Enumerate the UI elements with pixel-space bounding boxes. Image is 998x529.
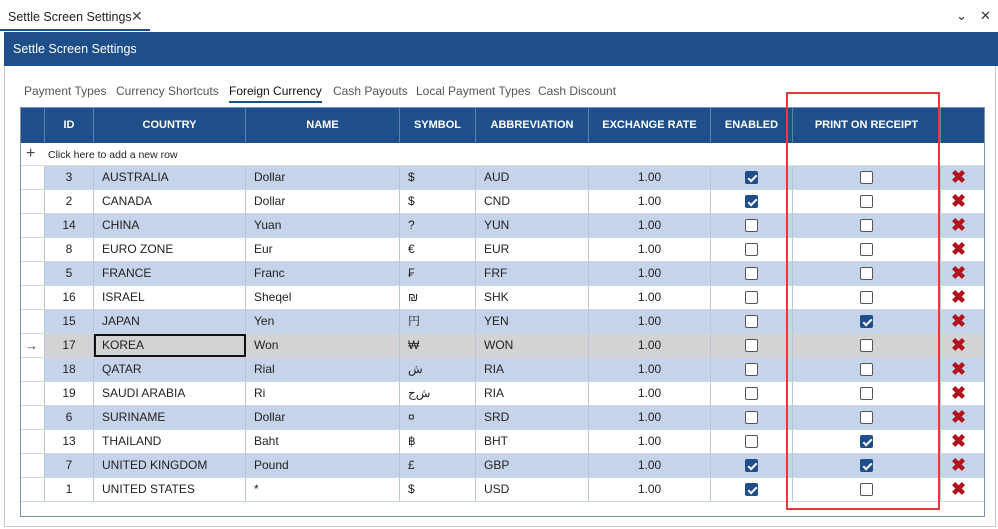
cell-print-on-receipt	[793, 382, 941, 405]
cell-name[interactable]: Yen	[246, 310, 400, 333]
enabled-checkbox[interactable]	[745, 483, 758, 496]
cell-enabled	[711, 454, 793, 477]
cell-exchange-rate[interactable]: 1.00	[589, 286, 711, 309]
cell-symbol[interactable]: ₩	[400, 334, 476, 357]
cell-name[interactable]: Eur	[246, 238, 400, 261]
cell-exchange-rate[interactable]: 1.00	[589, 334, 711, 357]
cell-print-on-receipt	[793, 430, 941, 453]
cell-symbol[interactable]: €	[400, 238, 476, 261]
cell-enabled	[711, 334, 793, 357]
table-row[interactable]	[21, 478, 985, 502]
print-on-receipt-checkbox[interactable]	[860, 243, 873, 256]
foreign-currency-grid	[20, 107, 985, 517]
cell-country[interactable]: SAUDI ARABIA	[94, 382, 246, 405]
cell-country[interactable]: ISRAEL	[94, 286, 246, 309]
cell-country[interactable]: UNITED STATES	[94, 478, 246, 501]
cell-print-on-receipt	[793, 358, 941, 381]
cell-print-on-receipt	[793, 406, 941, 429]
table-row[interactable]	[21, 262, 985, 286]
print-on-receipt-checkbox[interactable]	[860, 219, 873, 232]
cell-id[interactable]: 18	[45, 358, 94, 381]
cell-country[interactable]: CHINA	[94, 214, 246, 237]
cell-symbol[interactable]: $	[400, 190, 476, 213]
delete-row-icon[interactable]: ✖	[951, 167, 967, 187]
cell-country[interactable]: FRANCE	[94, 262, 246, 285]
row-selector[interactable]	[21, 214, 45, 237]
cell-country[interactable]: JAPAN	[94, 310, 246, 333]
cell-name[interactable]: Dollar	[246, 166, 400, 189]
delete-row-icon[interactable]: ✖	[951, 407, 967, 427]
cell-id[interactable]: 19	[45, 382, 94, 405]
cell-abbreviation[interactable]: EUR	[476, 238, 589, 261]
cell-id[interactable]: 8	[45, 238, 94, 261]
table-row[interactable]	[21, 430, 985, 454]
cell-exchange-rate[interactable]: 1.00	[589, 406, 711, 429]
cell-country[interactable]: KOREA	[94, 334, 246, 357]
cell-name[interactable]: Dollar	[246, 406, 400, 429]
enabled-checkbox[interactable]	[745, 459, 758, 472]
cell-enabled	[711, 262, 793, 285]
enabled-checkbox[interactable]	[745, 195, 758, 208]
cell-print-on-receipt	[793, 190, 941, 213]
document-tab-label: Settle Screen Settings	[8, 10, 132, 24]
cell-enabled	[711, 286, 793, 309]
cell-abbreviation[interactable]: AUD	[476, 166, 589, 189]
row-selector[interactable]	[21, 190, 45, 213]
cell-enabled	[711, 310, 793, 333]
delete-row-icon[interactable]: ✖	[951, 455, 967, 475]
cell-name[interactable]: Pound	[246, 454, 400, 477]
table-row[interactable]	[21, 190, 985, 214]
cell-name[interactable]: Rial	[246, 358, 400, 381]
cell-name[interactable]: Yuan	[246, 214, 400, 237]
cell-symbol[interactable]: ฿	[400, 430, 476, 453]
cell-enabled	[711, 430, 793, 453]
cell-symbol[interactable]: ₣	[400, 262, 476, 285]
enabled-checkbox[interactable]	[745, 411, 758, 424]
cell-id[interactable]: 17	[45, 334, 94, 357]
tab-cash-payouts[interactable]: Cash Payouts	[333, 84, 408, 98]
cell-exchange-rate[interactable]: 1.00	[589, 478, 711, 501]
cell-abbreviation[interactable]: SRD	[476, 406, 589, 429]
cell-enabled	[711, 382, 793, 405]
column-header-enabled[interactable]: ENABLED	[711, 108, 793, 143]
cell-id[interactable]: 16	[45, 286, 94, 309]
column-header-print-on-receipt[interactable]: PRINT ON RECEIPT	[793, 108, 941, 143]
table-row[interactable]	[21, 238, 985, 262]
column-header-exchange-rate[interactable]: EXCHANGE RATE	[589, 108, 711, 143]
add-row-label: Click here to add a new row	[48, 149, 178, 161]
cell-name[interactable]: Baht	[246, 430, 400, 453]
cell-name[interactable]: *	[246, 478, 400, 501]
cell-exchange-rate[interactable]: 1.00	[589, 358, 711, 381]
table-row[interactable]	[21, 334, 985, 358]
print-on-receipt-checkbox[interactable]	[860, 291, 873, 304]
column-header-id[interactable]: ID	[45, 108, 94, 143]
cell-abbreviation[interactable]: BHT	[476, 430, 589, 453]
enabled-checkbox[interactable]	[745, 435, 758, 448]
cell-country[interactable]: UNITED KINGDOM	[94, 454, 246, 477]
print-on-receipt-checkbox[interactable]	[860, 315, 873, 328]
print-on-receipt-checkbox[interactable]	[860, 411, 873, 424]
cell-id[interactable]: 6	[45, 406, 94, 429]
cell-enabled	[711, 478, 793, 501]
row-selector[interactable]	[21, 478, 45, 501]
tab-foreign-currency[interactable]: Foreign Currency	[229, 84, 322, 103]
cell-id[interactable]: 2	[45, 190, 94, 213]
table-row[interactable]	[21, 358, 985, 382]
cell-enabled	[711, 238, 793, 261]
delete-row-icon[interactable]: ✖	[951, 215, 967, 235]
cell-print-on-receipt	[793, 310, 941, 333]
print-on-receipt-checkbox[interactable]	[860, 483, 873, 496]
tab-payment-types[interactable]: Payment Types	[24, 84, 107, 98]
row-selector[interactable]	[21, 430, 45, 453]
cell-exchange-rate[interactable]: 1.00	[589, 190, 711, 213]
cell-country[interactable]: QATAR	[94, 358, 246, 381]
cell-country[interactable]: AUSTRALIA	[94, 166, 246, 189]
cell-country[interactable]: EURO ZONE	[94, 238, 246, 261]
cell-name[interactable]: Won	[246, 334, 400, 357]
print-on-receipt-checkbox[interactable]	[860, 459, 873, 472]
cell-symbol[interactable]: ₪	[400, 286, 476, 309]
cell-abbreviation[interactable]: GBP	[476, 454, 589, 477]
cell-id[interactable]: 13	[45, 430, 94, 453]
delete-row-icon[interactable]: ✖	[951, 383, 967, 403]
enabled-checkbox[interactable]	[745, 267, 758, 280]
row-selector[interactable]	[21, 166, 45, 189]
cell-id[interactable]: 5	[45, 262, 94, 285]
cell-enabled	[711, 358, 793, 381]
row-selector[interactable]	[21, 382, 45, 405]
cell-enabled	[711, 190, 793, 213]
cell-print-on-receipt	[793, 166, 941, 189]
table-row[interactable]	[21, 454, 985, 478]
cell-enabled	[711, 214, 793, 237]
cell-id[interactable]: 1	[45, 478, 94, 501]
print-on-receipt-checkbox[interactable]	[860, 339, 873, 352]
table-row[interactable]	[21, 310, 985, 334]
cell-abbreviation[interactable]: RIA	[476, 358, 589, 381]
close-window-icon[interactable]: ✕	[980, 8, 991, 23]
cell-name[interactable]: Franc	[246, 262, 400, 285]
cell-exchange-rate[interactable]: 1.00	[589, 310, 711, 333]
cell-symbol[interactable]: ﺵ	[400, 358, 476, 381]
enabled-checkbox[interactable]	[745, 339, 758, 352]
chevron-down-icon[interactable]: ⌄	[956, 8, 967, 23]
cell-symbol[interactable]: $	[400, 166, 476, 189]
delete-row-icon[interactable]: ✖	[951, 191, 967, 211]
delete-row-icon[interactable]: ✖	[951, 263, 967, 283]
table-row[interactable]	[21, 286, 985, 310]
cell-exchange-rate[interactable]: 1.00	[589, 238, 711, 261]
cell-print-on-receipt	[793, 334, 941, 357]
table-row[interactable]	[21, 406, 985, 430]
close-tab-icon[interactable]: ✕	[131, 8, 143, 24]
cell-name[interactable]: Dollar	[246, 190, 400, 213]
window-title: Settle Screen Settings	[13, 42, 137, 56]
print-on-receipt-checkbox[interactable]	[860, 267, 873, 280]
cell-symbol[interactable]: ﺵﺝ	[400, 382, 476, 405]
cell-id[interactable]: 3	[45, 166, 94, 189]
cell-print-on-receipt	[793, 262, 941, 285]
cell-exchange-rate[interactable]: 1.00	[589, 262, 711, 285]
cell-abbreviation[interactable]: FRF	[476, 262, 589, 285]
delete-row-icon[interactable]: ✖	[951, 239, 967, 259]
cell-id[interactable]: 14	[45, 214, 94, 237]
cell-exchange-rate[interactable]: 1.00	[589, 166, 711, 189]
print-on-receipt-checkbox[interactable]	[860, 363, 873, 376]
row-selector[interactable]	[21, 310, 45, 333]
enabled-checkbox[interactable]	[745, 291, 758, 304]
enabled-checkbox[interactable]	[745, 387, 758, 400]
cell-exchange-rate[interactable]: 1.00	[589, 430, 711, 453]
print-on-receipt-checkbox[interactable]	[860, 171, 873, 184]
delete-row-icon[interactable]: ✖	[951, 431, 967, 451]
table-row[interactable]	[21, 382, 985, 406]
grid-header	[21, 108, 985, 143]
print-on-receipt-checkbox[interactable]	[860, 195, 873, 208]
header-row-selector	[21, 108, 45, 143]
row-selector[interactable]	[21, 262, 45, 285]
column-header-abbreviation[interactable]: ABBREVIATION	[476, 108, 589, 143]
column-header-name[interactable]: NAME	[246, 108, 400, 143]
cell-symbol[interactable]: $	[400, 478, 476, 501]
delete-row-icon[interactable]: ✖	[951, 287, 967, 307]
print-on-receipt-checkbox[interactable]	[860, 387, 873, 400]
cell-enabled	[711, 166, 793, 189]
row-selector[interactable]	[21, 406, 45, 429]
cell-symbol[interactable]: 円	[400, 310, 476, 333]
document-tab[interactable]	[0, 0, 150, 31]
tab-cash-discount[interactable]: Cash Discount	[538, 84, 617, 98]
column-header-delete	[941, 108, 985, 143]
delete-row-icon[interactable]: ✖	[951, 479, 967, 499]
cell-id[interactable]: 15	[45, 310, 94, 333]
enabled-checkbox[interactable]	[745, 219, 758, 232]
cell-name[interactable]: Sheqel	[246, 286, 400, 309]
cell-country[interactable]: CANADA	[94, 190, 246, 213]
cell-print-on-receipt	[793, 214, 941, 237]
row-selector[interactable]	[21, 358, 45, 381]
cell-abbreviation[interactable]: WON	[476, 334, 589, 357]
column-header-country[interactable]: COUNTRY	[94, 108, 246, 143]
cell-symbol[interactable]: ¤	[400, 406, 476, 429]
cell-abbreviation[interactable]: CND	[476, 190, 589, 213]
cell-abbreviation[interactable]: YEN	[476, 310, 589, 333]
focused-cell-border	[94, 334, 246, 357]
enabled-checkbox[interactable]	[745, 243, 758, 256]
cell-name[interactable]: Ri	[246, 382, 400, 405]
current-row-arrow-icon: →	[25, 338, 38, 353]
cell-print-on-receipt	[793, 478, 941, 501]
cell-id[interactable]: 7	[45, 454, 94, 477]
cell-country[interactable]: SURINAME	[94, 406, 246, 429]
delete-row-icon[interactable]: ✖	[951, 335, 967, 355]
tab-currency-shortcuts[interactable]: Currency Shortcuts	[116, 84, 219, 98]
enabled-checkbox[interactable]	[745, 363, 758, 376]
print-on-receipt-checkbox[interactable]	[860, 435, 873, 448]
column-header-symbol[interactable]: SYMBOL	[400, 108, 476, 143]
cell-abbreviation[interactable]: RIA	[476, 382, 589, 405]
cell-symbol[interactable]: ?	[400, 214, 476, 237]
row-selector[interactable]	[21, 286, 45, 309]
tab-local-payment-types[interactable]: Local Payment Types	[416, 84, 531, 98]
cell-exchange-rate[interactable]: 1.00	[589, 214, 711, 237]
cell-abbreviation[interactable]: USD	[476, 478, 589, 501]
add-new-row[interactable]	[21, 143, 985, 166]
delete-row-icon[interactable]: ✖	[951, 359, 967, 379]
enabled-checkbox[interactable]	[745, 171, 758, 184]
cell-abbreviation[interactable]: SHK	[476, 286, 589, 309]
window-title-bar	[4, 32, 998, 66]
cell-symbol[interactable]: £	[400, 454, 476, 477]
delete-row-icon[interactable]: ✖	[951, 311, 967, 331]
cell-country[interactable]: THAILAND	[94, 430, 246, 453]
cell-exchange-rate[interactable]: 1.00	[589, 454, 711, 477]
cell-print-on-receipt	[793, 286, 941, 309]
table-row[interactable]	[21, 214, 985, 238]
row-selector[interactable]	[21, 238, 45, 261]
table-row[interactable]	[21, 166, 985, 190]
cell-enabled	[711, 406, 793, 429]
row-selector[interactable]	[21, 454, 45, 477]
cell-abbreviation[interactable]: YUN	[476, 214, 589, 237]
add-row-icon[interactable]: +	[26, 145, 36, 162]
cell-exchange-rate[interactable]: 1.00	[589, 382, 711, 405]
cell-print-on-receipt	[793, 238, 941, 261]
enabled-checkbox[interactable]	[745, 315, 758, 328]
cell-print-on-receipt	[793, 454, 941, 477]
row-selector[interactable]	[21, 334, 45, 357]
